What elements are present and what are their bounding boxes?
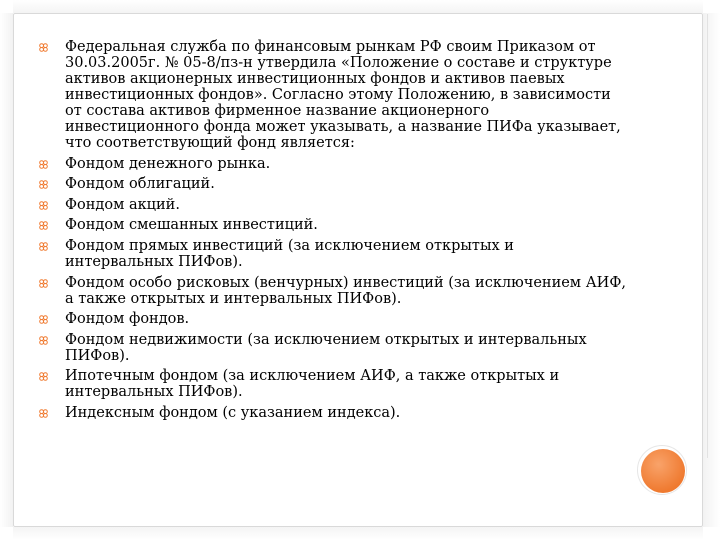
list-item-text: Фондом прямых инвестиций (за исключением открытых и интервальных ПИФов). xyxy=(65,237,514,270)
list-item xyxy=(36,275,626,307)
list-item-text: Ипотечным фондом (за исключением АИФ, а также открытых и интервальных ПИФов). xyxy=(65,368,560,401)
list-item-text: Индексным фондом (с указанием индекса). xyxy=(65,404,401,421)
list-item-text: Фондом особо рисковых (венчурных) инвестиций (за исключением АИФ, а также открытых и интервальных ПИФов). xyxy=(65,274,626,307)
list-item xyxy=(36,332,626,364)
orange-flower-bullet-icon xyxy=(39,43,48,52)
list-item-text: Фондом акций. xyxy=(65,196,180,213)
list-item-text: Фондом недвижимости (за исключением открытых и интервальных ПИФов). xyxy=(65,331,587,364)
orange-flower-bullet-icon xyxy=(39,221,48,230)
decorative-orange-circle xyxy=(641,449,685,493)
slide-edge-left xyxy=(0,13,13,527)
bullet-list xyxy=(36,39,626,426)
orange-flower-bullet-icon xyxy=(39,160,48,169)
list-item-text: Фондом облигаций. xyxy=(65,176,215,193)
slide-edge-top xyxy=(13,0,703,13)
orange-flower-bullet-icon xyxy=(39,409,48,418)
list-item xyxy=(36,176,626,192)
orange-flower-bullet-icon xyxy=(39,315,48,324)
list-item xyxy=(36,156,626,172)
orange-flower-bullet-icon xyxy=(39,279,48,288)
list-item xyxy=(36,311,626,327)
orange-flower-bullet-icon xyxy=(39,180,48,189)
slide-edge-right xyxy=(703,13,720,527)
orange-flower-bullet-icon xyxy=(39,201,48,210)
orange-flower-bullet-icon xyxy=(39,242,48,251)
list-item xyxy=(36,39,626,151)
list-item xyxy=(36,405,626,421)
list-item xyxy=(36,368,626,400)
list-item-text: Фондом смешанных инвестиций. xyxy=(65,217,318,234)
orange-flower-bullet-icon xyxy=(39,372,48,381)
slide-edge-bottom xyxy=(13,527,703,540)
side-divider-line xyxy=(707,14,708,458)
list-item-text: Федеральная служба по финансовым рынкам РФ своим Приказом от 30.03.2005г. № 05-8/пз-н утвердила «Положение о составе и структуре активов акционерных инвестиционных фондов и активов паевых инвестиционных фондов». Согласно этому Положению, в зависимости от состава активов фирменное название акционерного инвестиционного фонда может указывать, а название ПИФа указывает, что соответствующий фонд является: xyxy=(65,39,621,151)
list-item xyxy=(36,217,626,233)
list-item xyxy=(36,238,626,270)
list-item-text: Фондом денежного рынка. xyxy=(65,155,271,172)
list-item-text: Фондом фондов. xyxy=(65,311,190,328)
orange-flower-bullet-icon xyxy=(39,336,48,345)
list-item xyxy=(36,197,626,213)
